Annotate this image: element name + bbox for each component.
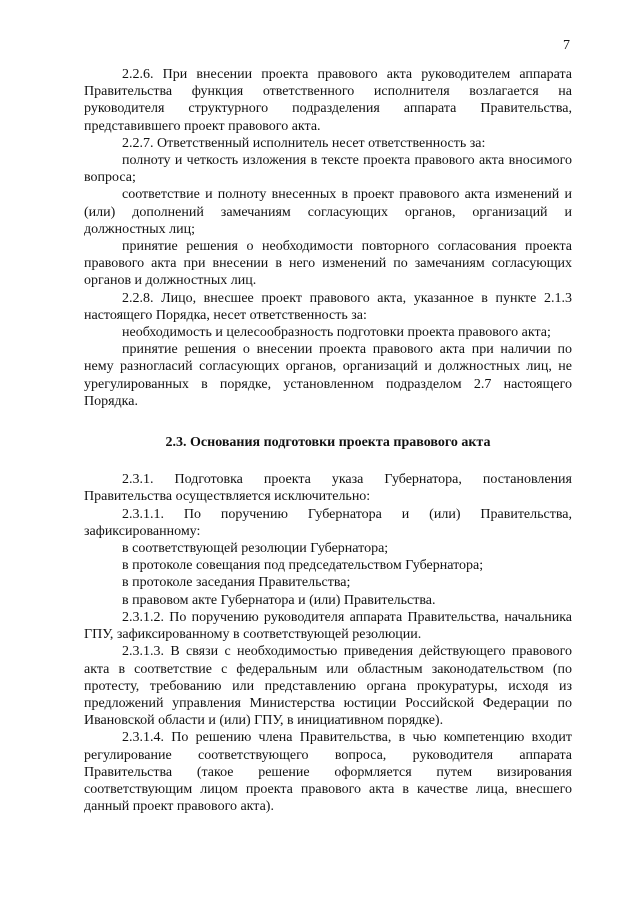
list-item: полноту и четкость изложения в тексте проекта правового акта вносимого вопроса; <box>84 153 572 186</box>
paragraph-2-2-7: 2.2.7. Ответственный исполнитель несет ответственность за: <box>122 135 486 151</box>
paragraph-2-3-1-4: 2.3.1.4. По решению члена Правительства, в чью компетенцию входит регулирование соответствующего вопроса, руководителя аппарата Правительства (такое решение оформляется путем визирования соответствующим лицом проекта правового акта в качестве лица, внесшего данный проект правового акта). <box>84 730 572 815</box>
list-item: принятие решения о необходимости повторного согласования проекта правового акта при внесении в него изменений по замечаниям согласующих органов и должностных лиц. <box>84 239 572 289</box>
paragraph-2-3-1-1: 2.3.1.1. По поручению Губернатора и (или) Правительства, зафиксированному: <box>84 506 572 539</box>
list-item: принятие решения о внесении проекта правового акта при наличии по нему разногласий согласующих органов, организаций и должностных лиц, не урегулированных в порядке, установленном подразделом 2.7 настоящего Порядка. <box>84 342 572 409</box>
paragraph-2-3-1-3: 2.3.1.3. В связи с необходимостью приведения действующего правового акта в соответствие с федеральным или областным законодательством (по протесту, требованию или представлению органа прокуратуры, исходя из предложений управления Министерства юстиции Российской Федерации по Ивановской области и (или) ГПУ, в инициативном порядке). <box>84 644 572 729</box>
list-item: необходимость и целесообразность подготовки проекта правового акта; <box>122 325 551 341</box>
list-item: соответствие и полноту внесенных в проект правового акта изменений и (или) дополнений замечаниям согласующих органов, организаций и должностных лиц; <box>84 187 572 237</box>
section-heading: 2.3. Основания подготовки проекта правового акта <box>165 435 491 451</box>
paragraph-2-2-8: 2.2.8. Лицо, внесшее проект правового акта, указанное в пункте 2.1.3 настоящего Порядка, несет ответственность за: <box>84 290 572 323</box>
page-number: 7 <box>563 38 570 53</box>
paragraph-2-3-1-2: 2.3.1.2. По поручению руководителя аппарата Правительства, начальника ГПУ, зафиксированному в соответствующей резолюции. <box>84 609 572 643</box>
list-item: в правовом акте Губернатора и (или) Правительства. <box>122 592 436 608</box>
list-item: в протоколе совещания под председательством Губернатора; <box>122 558 484 574</box>
paragraph-2-3-1: 2.3.1. Подготовка проекта указа Губернатора, постановления Правительства осуществляется исключительно: <box>84 472 572 505</box>
list-item: в соответствующей резолюции Губернатора; <box>122 541 389 557</box>
paragraph-2-2-6: 2.2.6. При внесении проекта правового акта руководителем аппарата Правительства функция ответственного исполнителя возлагается на руководителя структурного подразделения аппарата Правительства, представившего проект правового акта. <box>84 67 572 134</box>
list-item: в протоколе заседания Правительства; <box>122 575 351 591</box>
document-body <box>84 66 572 815</box>
